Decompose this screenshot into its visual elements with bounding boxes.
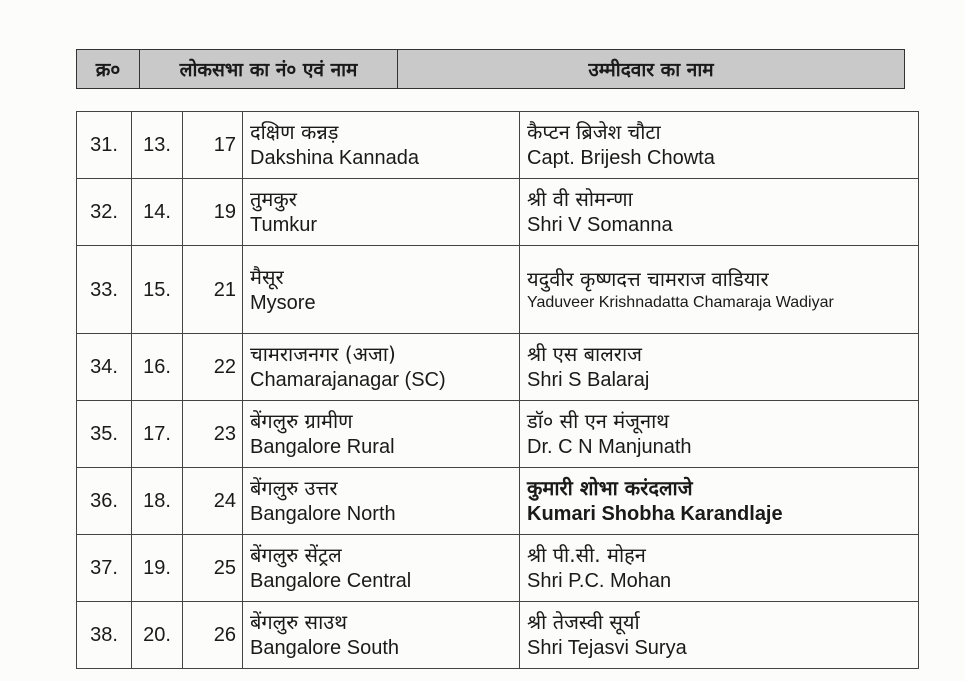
candidate-name-english: Capt. Brijesh Chowta [527,147,715,169]
candidate-name-english: Dr. C N Manjunath [527,436,692,458]
table-row [77,179,919,246]
constituency-cell [243,468,520,535]
constituency-name-english: Dakshina Kannada [250,147,420,169]
serial-number: 37. [77,535,132,602]
table-row [77,401,919,468]
serial-number: 32. [77,179,132,246]
constituency-number: 22 [183,334,243,401]
table-row [77,468,919,535]
state-serial: 16. [132,334,183,401]
serial-number: 35. [77,401,132,468]
constituency-number: 24 [183,468,243,535]
constituency-name-hindi: चामराजनगर (अजा) [250,342,396,366]
constituency-name-hindi: बेंगलुरु साउथ [250,610,347,634]
state-serial: 18. [132,468,183,535]
constituency-name-english: Tumkur [250,214,318,236]
constituency-number: 19 [183,179,243,246]
constituency-name-english: Mysore [250,291,316,314]
table-row [77,602,919,669]
candidate-cell [520,468,919,535]
state-serial: 13. [132,112,183,179]
constituency-name-hindi: बेंगलुरु ग्रामीण [250,409,353,433]
candidate-name-english: Shri S Balaraj [527,369,650,391]
header-serial: क्र० [77,50,140,89]
constituency-cell [243,602,520,669]
constituency-name-hindi: बेंगलुरु उत्तर [250,476,338,500]
constituency-cell [243,112,520,179]
constituency-number: 21 [183,246,243,334]
candidate-cell [520,401,919,468]
candidate-name-english: Kumari Shobha Karandlaje [527,503,783,525]
candidate-cell [520,246,919,334]
constituency-cell [243,334,520,401]
constituency-number: 26 [183,602,243,669]
constituency-number: 23 [183,401,243,468]
candidate-name-english: Shri V Somanna [527,214,673,236]
candidate-name-hindi: श्री वी सोमन्णा [527,187,633,211]
constituency-cell [243,179,520,246]
header-candidate: उम्मीदवार का नाम [398,50,905,89]
header-constituency: लोकसभा का नं० एवं नाम [140,50,398,89]
constituency-name-hindi: दक्षिण कन्नड़ [250,120,339,144]
table-row [77,535,919,602]
candidate-cell [520,179,919,246]
constituency-name-english: Bangalore South [250,637,400,659]
state-serial: 17. [132,401,183,468]
candidate-name-english: Yaduveer Krishnadatta Chamaraja Wadiyar [527,293,834,311]
candidate-name-hindi: श्री एस बालराज [527,342,642,366]
serial-number: 36. [77,468,132,535]
constituency-name-hindi: तुमकुर [250,187,297,211]
serial-number: 31. [77,112,132,179]
state-serial: 19. [132,535,183,602]
serial-number: 38. [77,602,132,669]
constituency-name-english: Bangalore Central [250,570,412,592]
candidate-name-english: Shri Tejasvi Surya [527,637,687,659]
candidate-cell [520,112,919,179]
header-table [76,49,905,89]
candidate-name-hindi: कुमारी शोभा करंदलाजे [527,476,693,500]
constituency-name-english: Bangalore North [250,503,396,525]
table-row [77,334,919,401]
state-serial: 20. [132,602,183,669]
candidate-name-hindi: डॉ० सी एन मंजूनाथ [527,409,670,433]
candidate-cell [520,602,919,669]
constituency-cell [243,401,520,468]
candidate-name-hindi: श्री पी.सी. मोहन [527,543,646,567]
serial-number: 34. [77,334,132,401]
state-serial: 15. [132,246,183,334]
candidate-name-hindi: यदुवीर कृष्णदत्त चामराज वाडियार [527,266,769,291]
constituency-number: 17 [183,112,243,179]
candidate-table [76,111,919,669]
constituency-name-hindi: मैसूर [250,264,284,289]
candidate-name-hindi: कैप्टन ब्रिजेश चौटा [527,120,661,144]
candidate-cell [520,535,919,602]
serial-number: 33. [77,246,132,334]
constituency-cell [243,246,520,334]
state-serial: 14. [132,179,183,246]
table-row [77,246,919,334]
header-row [77,50,905,89]
constituency-name-hindi: बेंगलुरु सेंट्रल [250,543,342,567]
constituency-name-english: Chamarajanagar (SC) [250,369,446,391]
table-row [77,112,919,179]
candidate-cell [520,334,919,401]
candidate-name-hindi: श्री तेजस्वी सूर्या [527,610,640,634]
constituency-name-english: Bangalore Rural [250,436,395,458]
constituency-cell [243,535,520,602]
candidate-name-english: Shri P.C. Mohan [527,570,672,592]
constituency-number: 25 [183,535,243,602]
